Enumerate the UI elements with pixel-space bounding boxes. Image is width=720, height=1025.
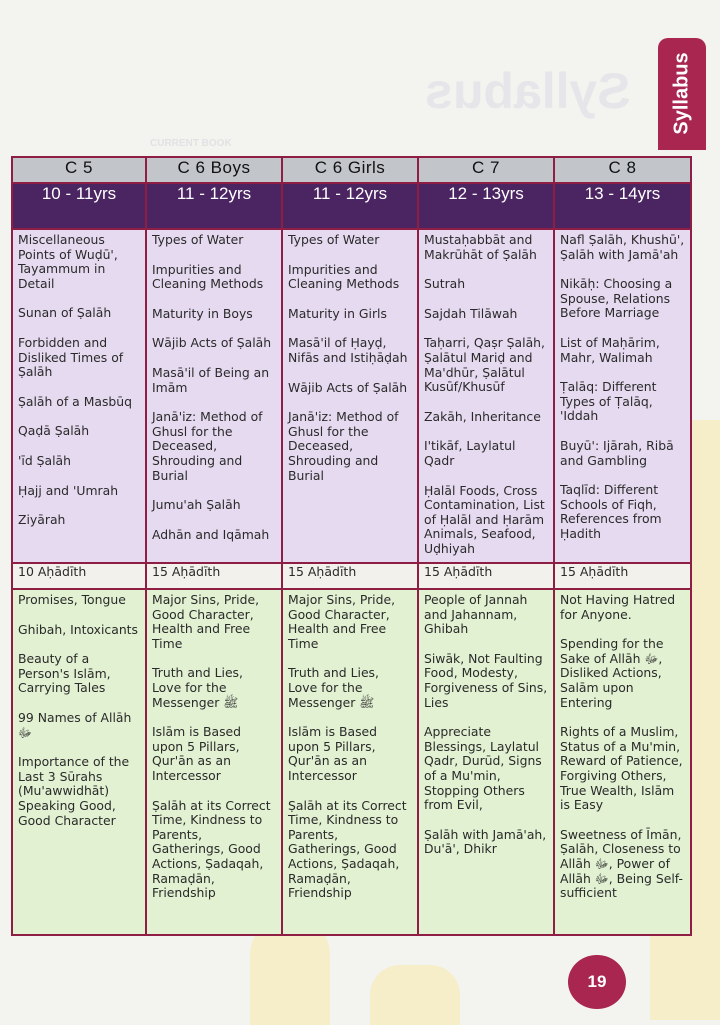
background-shape — [370, 965, 460, 1025]
topic: Ṣalāh with Jamā'ah, Du'ā', Dhikr — [424, 826, 547, 857]
fiqh-row — [12, 229, 691, 563]
age-header: 13 - 14yrs — [554, 183, 691, 229]
ahadith-count: 10 Aḥādīth — [12, 563, 146, 589]
topic: Buyū': Ijārah, Ribā and Gambling — [560, 437, 674, 468]
topic: Truth and Lies, Love for the Messenger ﷺ — [152, 665, 243, 710]
topic: Promises, Tongue — [18, 592, 126, 607]
topic: Impurities and Cleaning Methods — [288, 261, 400, 292]
ahadith-count: 15 Aḥādīth — [282, 563, 418, 589]
akhlaq-cell — [554, 589, 691, 935]
topic: Zakāh, Inheritance — [424, 408, 541, 424]
topic: Ṭalāq: Different Types of Ṭalāq, 'Iddah — [560, 379, 657, 424]
topic: People of Jannah and Jahannam, Ghibah — [424, 592, 528, 637]
topic: Sweetness of Īmān, Ṣalāh, Closeness to Allāh ﷻ, Power of Allāh ﷻ, Being Self-sufficient — [560, 826, 683, 901]
topic: Maturity in Boys — [152, 305, 253, 321]
topic: Sunan of Ṣalāh — [18, 305, 112, 321]
topic: Appreciate Blessings, Laylatul Qadr, Durūd, Signs of a Mu'min, Stopping Others from Evil, — [424, 724, 542, 813]
ahadith-count: 15 Aḥādīth — [418, 563, 554, 589]
section-tab-label: Syllabus — [670, 51, 693, 135]
topic: Islām is Based upon 5 Pillars, Qur'ān as an Intercessor — [288, 724, 378, 783]
topic: Sajdah Tilāwah — [424, 305, 518, 321]
topic: Taqlīd: Different Schools of Fiqh, References from Ḥadith — [560, 482, 662, 541]
topic: 99 Names of Allāh ﷻ — [18, 709, 132, 740]
fiqh-cell — [12, 229, 146, 563]
ahadith-count: 15 Aḥādīth — [554, 563, 691, 589]
topic: Major Sins, Pride, Good Character, Health and Free Time — [152, 592, 260, 651]
topic: Impurities and Cleaning Methods — [152, 261, 264, 292]
topic: Ḥajj and 'Umrah — [18, 482, 119, 498]
faint-subheading: CURRENT BOOK — [150, 138, 232, 149]
class-header: C 5 — [12, 157, 146, 183]
topic: Wājib Acts of Ṣalāh — [152, 335, 272, 351]
topic: Rights of a Muslim, Status of a Mu'min, Reward of Patience, Forgiving Others, True Wealth, Islām is Easy — [560, 724, 683, 813]
age-header-row — [12, 183, 691, 229]
class-header: C 7 — [418, 157, 554, 183]
topic: Ṣalāh at its Correct Time, Kindness to Parents, Gatherings, Good Actions, Ṣadaqah, Ramaḍān, Friendship — [152, 797, 271, 901]
akhlaq-cell — [418, 589, 554, 935]
age-header: 11 - 12yrs — [146, 183, 282, 229]
topic: Forbidden and Disliked Times of Ṣalāh — [18, 334, 124, 380]
topic: Ḥalāl Foods, Cross Contamination, List of Ḥalāl and Ḥarām Animals, Seafood, Uḍhiyah — [424, 482, 545, 556]
topic: Types of Water — [152, 232, 244, 247]
section-tab — [658, 38, 706, 148]
age-header: 11 - 12yrs — [282, 183, 418, 229]
ahadith-count: 15 Aḥādīth — [146, 563, 282, 589]
syllabus-table — [11, 156, 692, 936]
topic: Major Sins, Pride, Good Character, Health and Free Time — [288, 592, 396, 651]
page-number: 19 — [568, 955, 626, 1009]
topic: I'tikāf, Laylatul Qadr — [424, 438, 516, 468]
topic: Not Having Hatred for Anyone. — [560, 592, 676, 622]
akhlaq-row — [12, 589, 691, 935]
class-header: C 6 Girls — [282, 157, 418, 183]
topic: Truth and Lies, Love for the Messenger ﷺ — [288, 665, 379, 710]
topic: Maturity in Girls — [288, 305, 387, 321]
topic: Masā'il of Ḥayḍ, Nifās and Istiḥāḍah — [288, 335, 408, 365]
topic: Ṣalāh of a Masbūq — [18, 393, 133, 409]
topic: Jumu'ah Ṣalāh — [152, 497, 241, 513]
topic: Siwāk, Not Faulting Food, Modesty, Forgiveness of Sins, Lies — [424, 650, 548, 710]
akhlaq-cell — [12, 589, 146, 935]
topic: Nikāḥ: Choosing a Spouse, Relations Before Marriage — [560, 276, 673, 321]
topic: Spending for the Sake of Allāh ﷻ, Disliked Actions, Salām upon Entering — [560, 636, 664, 710]
topic: Types of Water — [288, 232, 380, 247]
age-header: 12 - 13yrs — [418, 183, 554, 229]
fiqh-cell — [146, 229, 282, 563]
topic: Adhān and Iqāmah — [152, 526, 270, 542]
topic: List of Maḥārim, Mahr, Walimah — [560, 334, 660, 365]
topic: Qaḍā Ṣalāh — [18, 423, 90, 439]
topic: Wājib Acts of Ṣalāh — [288, 379, 408, 395]
topic: Nafl Ṣalāh, Khushū', Ṣalāh with Jamā'ah — [560, 232, 685, 262]
topic: Janā'iz: Method of Ghusl for the Deceased, Shrouding and Burial — [152, 409, 263, 483]
topic: Ṣalāh at its Correct Time, Kindness to Parents, Gatherings, Good Actions, Ṣadaqah, Ramaḍān, Friendship — [288, 797, 407, 901]
topic: 'īd Ṣalāh — [18, 452, 71, 468]
topic: Importance of the Last 3 Sūrahs (Mu'awwidhāt) Speaking Good, Good Character — [18, 754, 130, 828]
topic: Beauty of a Person's Islām, Carrying Tales — [18, 651, 111, 696]
topic: Miscellaneous Points of Wuḍū', Tayammum in Detail — [18, 232, 118, 291]
fiqh-cell — [554, 229, 691, 563]
age-header: 10 - 11yrs — [12, 183, 146, 229]
topic: Ziyārah — [18, 512, 66, 528]
topic: Taḥarri, Qaṣr Ṣalāh, Ṣalātul Mariḍ and Ma'dhūr, Ṣalātul Kusūf/Khusūf — [424, 335, 545, 395]
akhlaq-cell — [282, 589, 418, 935]
faint-heading: Syllabus — [425, 63, 631, 119]
ahadith-row — [12, 563, 691, 589]
topic: Masā'il of Being an Imām — [152, 364, 270, 395]
tab-divider — [658, 148, 706, 150]
topic: Sutrah — [424, 276, 466, 292]
fiqh-cell — [418, 229, 554, 563]
class-header-row — [12, 157, 691, 183]
topic: Mustaḥabbāt and Makrūhāt of Ṣalāh — [424, 232, 537, 262]
topic: Janā'iz: Method of Ghusl for the Deceased, Shrouding and Burial — [288, 409, 399, 483]
fiqh-cell — [282, 229, 418, 563]
akhlaq-cell — [146, 589, 282, 935]
class-header: C 6 Boys — [146, 157, 282, 183]
topic: Islām is Based upon 5 Pillars, Qur'ān as an Intercessor — [152, 724, 242, 783]
class-header: C 8 — [554, 157, 691, 183]
topic: Ghibah, Intoxicants — [18, 621, 138, 637]
